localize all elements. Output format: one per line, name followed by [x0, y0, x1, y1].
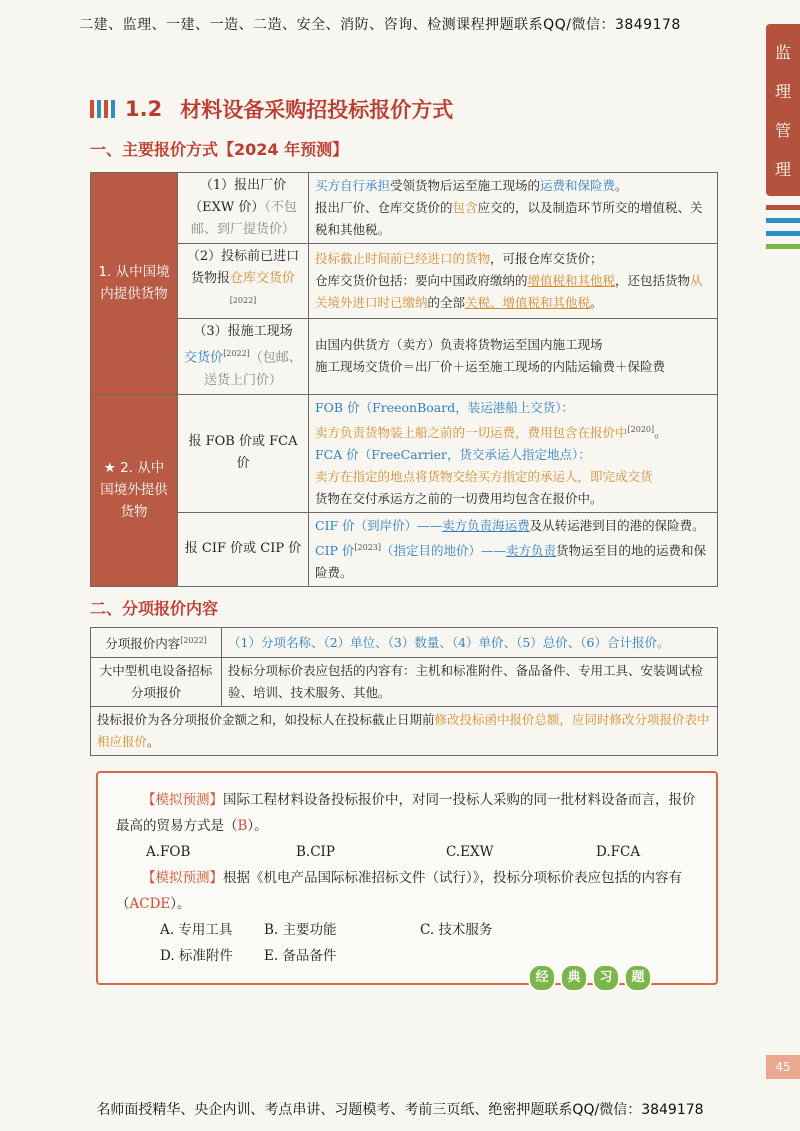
text-span: 货物运至目的地的运费和保险费。 [315, 542, 707, 580]
classic-exercise-badge [528, 964, 652, 992]
method-label: （1）报出厂价（EXW 价） [189, 178, 287, 215]
text-span: 买方自行承担 [315, 178, 391, 193]
method-cell [178, 244, 309, 319]
option-item: E. 备品备件 [264, 948, 337, 964]
question-answer: ACDE [129, 896, 171, 912]
itemized-quote-table [90, 627, 718, 756]
method-label: （2）投标前已进口货物报 [186, 249, 300, 286]
text-span: ，可报仓库交货价； [490, 251, 603, 267]
option-item: A.FOB [146, 844, 191, 860]
table-row [91, 394, 718, 512]
description-cell [309, 244, 718, 319]
part2-heading: 二、分项报价内容 [90, 599, 219, 618]
method-note: （包邮、送货上门价） [203, 350, 302, 388]
badge-char: 题 [624, 964, 652, 992]
badge-char: 习 [592, 964, 620, 992]
question-text: 国际工程材料设备投标报价中，对同一投标人采购的同一批材料设备而言，报价最高的贸易方式是（ [116, 792, 696, 834]
question-text: 根据《机电产品国际标准招标文件（试行）》，投标分项标价表应包括的内容有（ [116, 870, 682, 912]
text-span: 卖方负责 [506, 542, 557, 558]
text-span: 投标截止时间前已经进口的货物 [315, 251, 491, 267]
row-label: 分项报价内容 [105, 636, 181, 652]
option-item: C. 技术服务 [420, 922, 493, 938]
year-tag: [2022] [229, 296, 257, 305]
option-item: B.CIP [296, 844, 335, 860]
side-tab-char: 理 [774, 82, 791, 101]
question-2 [116, 865, 696, 917]
text-span: 。 [615, 178, 628, 193]
question-1 [116, 787, 696, 839]
options-row [116, 839, 696, 865]
exercise-box [96, 771, 718, 985]
question-tag: 【模拟预测】 [142, 870, 223, 886]
header-text: 二建、监理、一建、一造、二造、安全、消防、咨询、检测课程押题联系QQ/微信：3849178 [79, 17, 681, 33]
page-number: 45 [766, 1055, 800, 1079]
year-tag: [2022] [223, 349, 250, 359]
text-span: 投标报价为各分项报价金额之和，如投标人在投标截止日期前 [97, 712, 435, 728]
text-span: FCA 价（FreeCarrier，货交承运人指定地点）： [315, 446, 591, 462]
method-cell: 报 CIF 价或 CIP 价 [178, 512, 309, 586]
side-tab-char: 管 [774, 121, 791, 140]
content-cell: 投标分项标价表应包括的内容有：主机和标准附件、备品备件、专用工具、安装调试检验、培训、技术服务、其他。 [222, 658, 718, 707]
year-tag: [2023] [354, 542, 381, 552]
description-cell [309, 394, 718, 512]
part1-heading: 一、主要报价方式【2024 年预测】 [90, 140, 349, 159]
text-span: 卖方负责货物装上船之前的一切运费，费用包含在报价中 [315, 424, 628, 440]
question-end: ）。 [247, 818, 268, 834]
method-highlight: 仓库交货价 [230, 271, 296, 286]
text-span: 及从转运港到目的港的保险费。 [529, 517, 705, 533]
text-span: 由国内供货方（卖方）负责将货物运至国内施工现场 [315, 337, 603, 353]
description-cell [309, 512, 718, 586]
text-span: 应交的，以及制造环节所交的增值税、关税和其他税。 [315, 200, 703, 237]
section-bars-icon [90, 100, 115, 118]
badge-char: 经 [528, 964, 556, 992]
method-highlight: 交货价 [184, 350, 224, 366]
text-span: CIF 价（到岸价）—— [315, 517, 443, 533]
table-row [91, 628, 718, 658]
option-item: A. 专用工具 [160, 922, 233, 938]
table-row [91, 244, 718, 319]
table-row [91, 707, 718, 756]
text-span: 受领货物后运至施工现场的 [390, 178, 541, 193]
option-item: C.EXW [446, 844, 494, 860]
category-domestic: 1. 从中国境内提供货物 [91, 173, 178, 395]
year-tag: [2022] [180, 636, 207, 645]
text-span: 的全部 [427, 295, 466, 311]
text-span: （指定目的地价）—— [381, 542, 507, 558]
text-span: 从关境外进口时已缴纳 [315, 273, 703, 311]
table-row [91, 512, 718, 586]
side-tab-char: 监 [774, 43, 791, 62]
method-label: （3）报施工现场 [193, 324, 293, 340]
text-span: 修改投标函中报价总额，应同时修改分项报价表中相应报价 [97, 712, 710, 750]
table-row [91, 658, 718, 707]
option-item: D.FCA [596, 844, 641, 860]
text-span: 卖方在指定的地点将货物交给买方指定的承运人，即完成交货 [315, 468, 653, 484]
options-row [116, 917, 696, 943]
text-span: 运费和保险费 [540, 178, 616, 193]
year-tag: [2020] [627, 424, 655, 434]
table-row [91, 173, 718, 244]
text-span: 。 [147, 734, 160, 750]
category-foreign: ★ 2. 从中国境外提供货物 [91, 394, 178, 586]
description-cell [309, 319, 718, 394]
text-span: 。 [590, 295, 603, 311]
method-cell: 报 FOB 价或 FCA 价 [178, 394, 309, 512]
text-span: 报出厂价、仓库交货价的 [315, 200, 453, 215]
text-span: 增值税和其他税 [527, 273, 616, 289]
text-span: ，还包括货物 [615, 273, 691, 289]
text-span: 关税、增值税和其他税 [465, 295, 591, 311]
quote-methods-table [90, 172, 718, 587]
method-cell [178, 319, 309, 394]
text-span: 。 [654, 424, 667, 440]
section-number: 1.2 [125, 97, 163, 121]
badge-char: 典 [560, 964, 588, 992]
text-span: 卖方负责海运费 [442, 517, 530, 533]
text-span: 仓库交货价包括：要向中国政府缴纳的 [315, 273, 528, 289]
text-span: FOB 价（FreeonBoard，装运港船上交货）： [315, 399, 574, 415]
section-title [90, 94, 453, 124]
section-heading: 材料设备采购招投标报价方式 [180, 98, 454, 122]
side-tab [766, 24, 800, 196]
text-span: 货物在交付承运方之前的一切费用均包含在报价中。 [315, 490, 603, 506]
side-tab-char: 理 [774, 160, 791, 179]
side-decor-lines [766, 205, 800, 257]
option-item: D. 标准附件 [160, 948, 233, 964]
question-answer: B [237, 818, 248, 834]
note-cell [91, 707, 718, 756]
question-tag: 【模拟预测】 [142, 792, 223, 808]
content-cell: （1）分项名称、（2）单位、（3）数量、（4）单价、（5）总价、（6）合计报价。 [222, 628, 718, 658]
table-row [91, 319, 718, 394]
method-note: （不包邮、到厂提货价） [190, 200, 297, 237]
label-cell [91, 628, 222, 658]
label-cell: 大中型机电设备招标分项报价 [91, 658, 222, 707]
method-cell [178, 173, 309, 244]
description-cell [309, 173, 718, 244]
footer-text: 名师面授精华、央企内训、考点串讲、习题模考、考前三页纸、绝密押题联系QQ/微信：3849178 [96, 1102, 704, 1118]
text-span: CIP 价 [315, 542, 355, 558]
text-span: 施工现场交货价＝出厂价＋运至施工现场的内陆运输费＋保险费 [315, 359, 666, 375]
question-end: ）。 [170, 896, 191, 912]
text-span: 包含 [452, 200, 478, 215]
option-item: B. 主要功能 [264, 922, 337, 938]
